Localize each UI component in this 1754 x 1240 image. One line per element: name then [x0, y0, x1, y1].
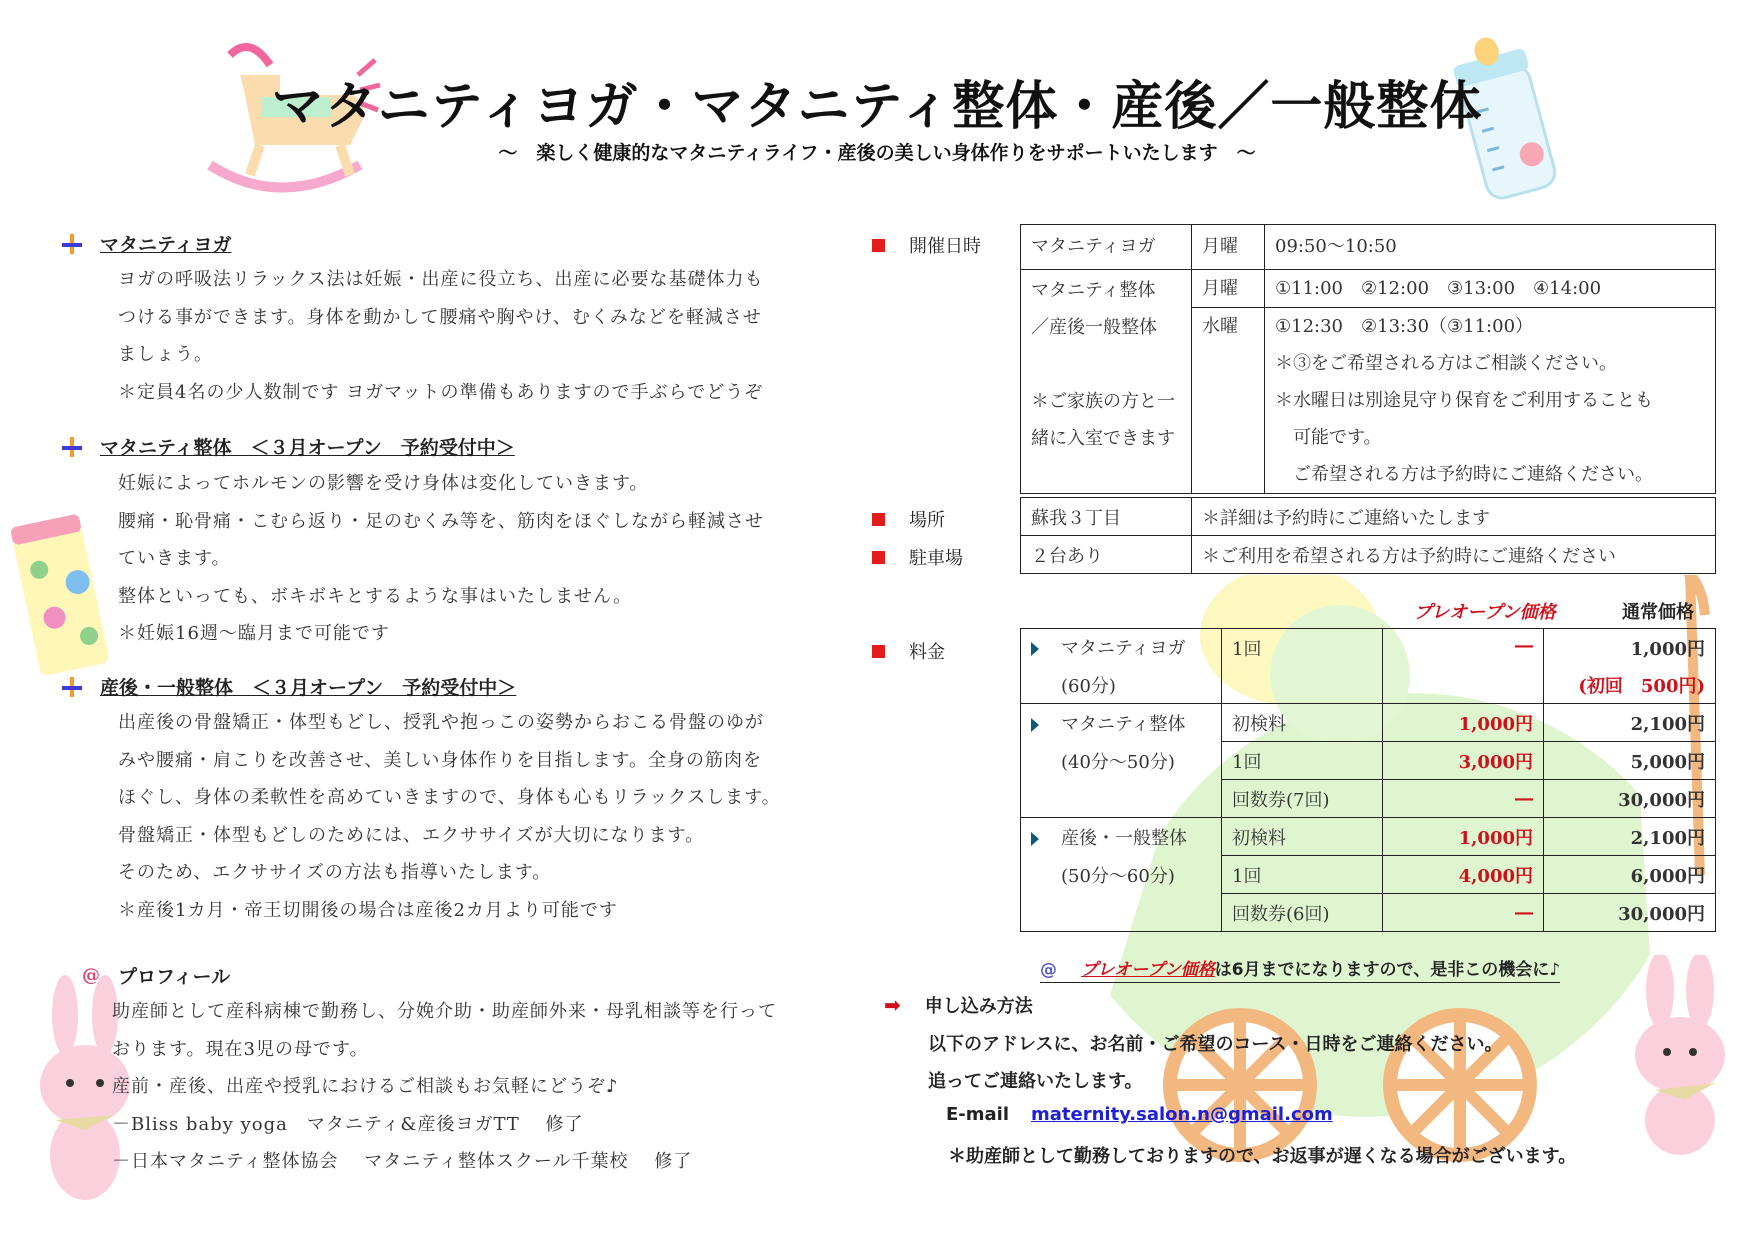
swirl-bullet-icon: @ [82, 965, 100, 986]
page-subtitle: ～ 楽しく健康的なマタニティライフ・産後の美しい身体作りをサポートいたします ～ [498, 142, 1256, 164]
schedule-wednesday-detail: ①12:30 ②13:30（③11:00） ＊③をご希望される方はご相談ください。 ＊水曜日は別途見守り保育をご利用することも 可能です。 ご希望される方は予約時にご連絡ください。 [1265, 308, 1716, 494]
schedule-yoga-name: マタニティヨガ [1021, 225, 1192, 270]
schedule-yoga-day: 月曜 [1192, 225, 1265, 270]
page-title: マタニティヨガ・マタニティ整体・産後／一般整体 [271, 77, 1483, 137]
triangle-bullet-icon [1031, 832, 1039, 846]
schedule-label: 開催日時 [872, 232, 981, 258]
table-row: マタニティ整体 (40分～50分) 初検料 1,000円 2,100円 [1021, 704, 1716, 742]
red-square-bullet-icon [872, 645, 885, 658]
table-row: マタニティヨガ (60分) 1回 ― 1,000円 [1021, 629, 1716, 667]
section-seitai-body: 妊娠によってホルモンの影響を受け身体は変化していきます。 腰痛・恥骨痛・こむら返り・足のむくみ等を、筋肉をほぐしながら軽減させ ていきます。 整体といっても、ボキボキとするような事はいたしません。 ＊妊娠16週～臨月まで可能です [118, 473, 764, 644]
plus-bullet-icon [62, 677, 82, 697]
location-note: ＊詳細は予約時にご連絡いたします [1192, 498, 1716, 536]
apply-line-1: 以下のアドレスに、お名前・ご希望のコース・日時をご連絡ください。 [928, 1034, 1503, 1055]
schedule-monday-day: 月曜 [1192, 270, 1265, 308]
email-label: E-mail [946, 1104, 1010, 1125]
triangle-bullet-icon [1031, 642, 1039, 656]
pricing-label: 料金 [872, 638, 945, 664]
pricing-seitai-name: マタニティ整体 (40分～50分) [1021, 704, 1222, 818]
red-square-bullet-icon [872, 513, 885, 526]
section-postpartum-heading: 産後・一般整体 ＜３月オープン 予約受付中＞ [62, 673, 516, 700]
swirl-bullet-icon: @ [1040, 960, 1057, 980]
regular-price-header: 通常価格 [1622, 602, 1694, 623]
table-row: 1回 3,000円 5,000円 [1021, 742, 1716, 780]
schedule-table [1020, 224, 1716, 494]
table-row: 産後・一般整体 (50分～60分) 初検料 1,000円 2,100円 [1021, 818, 1716, 856]
location-place: 蘇我３丁目 [1021, 498, 1192, 536]
parking-label: 駐車場 [872, 544, 963, 570]
preopen-note: @ プレオープン価格は6月までになりますので、是非この機会に♪ [1040, 955, 1560, 983]
email-row [946, 1104, 1333, 1125]
section-yoga-heading: マタニティヨガ [62, 230, 231, 257]
section-postpartum-body: 出産後の骨盤矯正・体型もどし、授乳や抱っこの姿勢からおこる骨盤のゆが みや腰痛・肩こりを改善させ、美しい身体作りを目指します。全身の筋肉を ほぐし、身体の柔軟性を高めていきますので、身体も心もリラックスします。 骨盤矯正・体型もどしのためには、エクササイズが大切になります。 そのため、エクササイズの方法も指導いたします。 ＊産後1カ月・帝王切開後の場合は産後2カ月より可能です [118, 712, 781, 921]
section-yoga-body: ヨガの呼吸法リラックス法は妊娠・出産に役立ち、出産に必要な基礎体力も つける事ができます。身体を動かして腰痛や胸やけ、むくみなどを軽減させ ましょう。 ＊定員4名の少人数制です ヨガマットの準備もありますので手ぶらでどうぞ [118, 269, 764, 403]
parking-count: ２台あり [1021, 536, 1192, 574]
pricing-table [1020, 628, 1716, 932]
schedule-yoga-time: 09:50～10:50 [1265, 225, 1716, 270]
preopen-price-header: プレオープン価格 [1414, 602, 1556, 623]
pricing-yoga-name: マタニティヨガ (60分) [1021, 629, 1222, 704]
bunny-illustration-right [1615, 955, 1745, 1155]
table-row: (初回 500円) [1021, 666, 1716, 704]
location-table [1020, 497, 1716, 574]
section-profile-heading: @ プロフィール [82, 965, 231, 988]
email-link[interactable]: maternity.salon.n@gmail.com [1031, 1104, 1333, 1125]
apply-note: ＊助産師として勤務しておりますので、お返事が遅くなる場合がございます。 [948, 1146, 1577, 1167]
schedule-wednesday-day: 水曜 [1192, 308, 1265, 494]
section-seitai-heading: マタニティ整体 ＜３月オープン 予約受付中＞ [62, 433, 515, 460]
plus-bullet-icon [62, 437, 82, 457]
triangle-bullet-icon [1031, 718, 1039, 732]
right-arrow-icon: ➡ [884, 993, 901, 1017]
table-row: 回数券(6回) ― 30,000円 [1021, 894, 1716, 932]
schedule-monday-times: ①11:00 ②12:00 ③13:00 ④14:00 [1265, 270, 1716, 308]
pricing-postpartum-name: 産後・一般整体 (50分～60分) [1021, 818, 1222, 932]
rattle-illustration [10, 500, 120, 690]
location-label: 場所 [872, 506, 945, 532]
plus-bullet-icon [62, 234, 82, 254]
schedule-seitai-cell: マタニティ整体 ／産後一般整体 ＊ご家族の方と一 緒に入室できます [1021, 270, 1192, 494]
red-square-bullet-icon [872, 239, 885, 252]
red-square-bullet-icon [872, 551, 885, 564]
section-profile-body: 助産師として産科病棟で勤務し、分娩介助・助産師外来・母乳相談等を行って おります。現在3児の母です。 産前・産後、出産や授乳におけるご相談もお気軽にどうぞ♪ －Bliss baby yoga マタニティ&産後ヨガTT 修了 －日本マタニティ整体協会 マタニティ整体スクール千葉校 修了 [112, 1001, 777, 1172]
parking-note: ＊ご利用を希望される方は予約時にご連絡ください [1192, 536, 1716, 574]
apply-heading: ➡ 申し込み方法 [884, 993, 1033, 1017]
table-row: 回数券(7回) ― 30,000円 [1021, 780, 1716, 818]
table-row: 1回 4,000円 6,000円 [1021, 856, 1716, 894]
apply-line-2: 追ってご連絡いたします。 [928, 1071, 1143, 1092]
